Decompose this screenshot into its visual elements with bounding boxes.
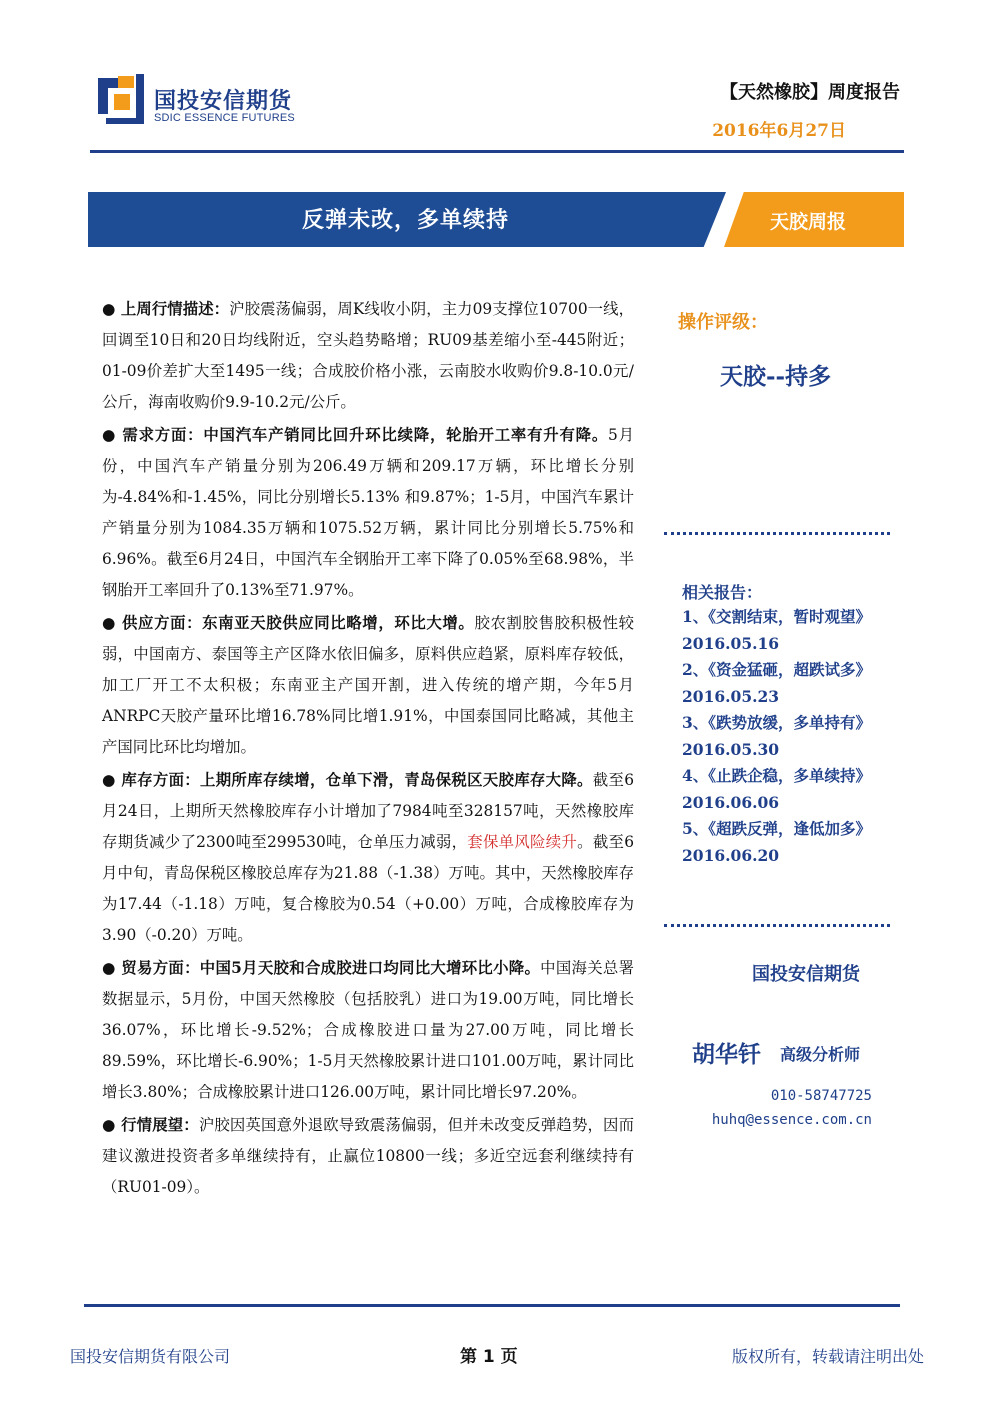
section-heading: ● 行情展望： bbox=[102, 1116, 199, 1134]
related-report-link[interactable]: 1、《交割结束，暂时观望》2016.05.16 bbox=[682, 607, 872, 653]
section-text: 胶农割胶售胶积极性较弱，中国南方、泰国等主产区降水依旧偏多，原料供应趋紧，原料库存较低，加工厂开工不太积极；东南亚主产国开割，进入传统的增产期，今年5月ANRPC天胶产量环比增16.78%同比增1.91%，中国泰国同比略减，其他主产国同比环比均增加。 bbox=[102, 614, 634, 756]
report-date: 2016年6月27日 bbox=[712, 121, 846, 141]
rating-label: 操作评级： bbox=[678, 312, 768, 333]
section-market-review bbox=[102, 294, 634, 418]
footer-copyright: 版权所有，转载请注明出处 bbox=[731, 1347, 924, 1366]
footer-divider bbox=[84, 1304, 900, 1307]
sidebar-company: 国投安信期货 bbox=[752, 964, 860, 985]
section-demand bbox=[102, 420, 634, 606]
related-reports-title: 相关报告： bbox=[682, 583, 763, 602]
report-tag: 天胶周报 bbox=[770, 211, 847, 233]
section-heading: ● 贸易方面：中国5月天胶和合成胶进口均同比大增环比小降。 bbox=[102, 959, 541, 977]
analyst-name: 胡华钎 bbox=[692, 1042, 761, 1068]
section-text: 中国海关总署数据显示，5月份，中国天然橡胶（包括胶乳）进口为19.00万吨，同比增长36.07%，环比增长-9.52%；合成橡胶进口量为27.00万吨，同比增长89.59%，环比增长-6.90%；1-5月天然橡胶累计进口101.00万吨，累计同比增长3.80%；合成橡胶累计进口126.00万吨，累计同比增长97.20%。 bbox=[102, 959, 634, 1101]
company-logo bbox=[98, 74, 298, 128]
section-heading: ● 上周行情描述： bbox=[102, 300, 230, 318]
highlight-text: 套保单风险续升 bbox=[467, 833, 578, 851]
related-report-link[interactable]: 3、《跌势放缓，多单持有》2016.05.30 bbox=[682, 713, 872, 759]
dotted-divider bbox=[664, 924, 890, 927]
analyst-phone: 010-58747725 bbox=[770, 1088, 872, 1104]
section-outlook bbox=[102, 1110, 634, 1203]
section-text: 5月份，中国汽车产销量分别为206.49万辆和209.17万辆，环比增长分别为-4.84%和-1.45%，同比分别增长5.13% 和9.87%；1-5月，中国汽车累计产销量分别为1084.35万辆和1075.52万辆，累计同比分别增长5.75%和6.96%。截至6月24日，中国汽车全钢胎开工率下降了0.05%至68.98%，半钢胎开工率回升了0.13%至71.97%。 bbox=[102, 426, 634, 599]
section-text: 沪胶因英国意外退欧导致震荡偏弱，但并未改变反弹趋势，因而建议激进投资者多单继续持有，止赢位10800一线；多近空远套利继续持有（RU01-09）。 bbox=[102, 1116, 634, 1196]
rating-value: 天胶--持多 bbox=[720, 363, 832, 390]
analyst-title: 高级分析师 bbox=[780, 1045, 861, 1064]
logo-text-cn: 国投安信期货 bbox=[154, 89, 293, 114]
report-body bbox=[102, 294, 634, 1205]
page-number: 第 1 页 bbox=[460, 1347, 518, 1367]
section-text: 沪胶震荡偏弱，周K线收小阴，主力09支撑位10700一线，回调至10日和20日均线附近，空头趋势略增；RU09基差缩小至-445附近；01-09价差扩大至1495一线；合成胶价格小涨，云南胶水收购价9.8-10.0元/公斤，海南收购价9.9-10.2元/公斤。 bbox=[102, 300, 634, 411]
section-text: 。截至6月中旬，青岛保税区橡胶总库存为21.88（-1.38）万吨。其中，天然橡胶库存为17.44（-1.18）万吨，复合橡胶为0.54（+0.00）万吨，合成橡胶库存为3.90（-0.20）万吨。 bbox=[102, 833, 634, 944]
related-reports-list bbox=[682, 604, 882, 869]
header-divider bbox=[90, 150, 904, 153]
footer-company: 国投安信期货有限公司 bbox=[70, 1347, 231, 1366]
section-heading: ● 需求方面：中国汽车产销同比回升环比续降，轮胎开工率有升有降。 bbox=[102, 426, 609, 444]
related-report-link[interactable]: 5、《超跌反弹，逢低加多》2016.06.20 bbox=[682, 819, 872, 865]
dotted-divider bbox=[664, 532, 890, 535]
section-heading: ● 库存方面：上期所库存续增，仓单下滑，青岛保税区天胶库存大降。 bbox=[102, 771, 593, 789]
section-supply bbox=[102, 608, 634, 763]
section-text: 截至6月24日，上期所天然橡胶库存小计增加了7984吨至328157吨，天然橡胶库存期货减少了2300吨至299530吨，仓单压力减弱， bbox=[102, 771, 634, 851]
related-report-link[interactable]: 2、《资金猛砸，超跌试多》2016.05.23 bbox=[682, 660, 872, 706]
related-report-link[interactable]: 4、《止跌企稳，多单续持》2016.06.06 bbox=[682, 766, 872, 812]
report-type: 【天然橡胶】周度报告 bbox=[720, 82, 900, 103]
section-heading: ● 供应方面：东南亚天胶供应同比略增，环比大增。 bbox=[102, 614, 475, 632]
report-title: 反弹未改，多单续持 bbox=[302, 207, 510, 233]
section-trade bbox=[102, 953, 634, 1108]
sdic-logo-icon bbox=[98, 74, 144, 124]
logo-text-en: SDIC ESSENCE FUTURES bbox=[154, 112, 295, 124]
section-inventory bbox=[102, 765, 634, 951]
analyst-email[interactable]: huhq@essence.com.cn bbox=[711, 1112, 872, 1128]
